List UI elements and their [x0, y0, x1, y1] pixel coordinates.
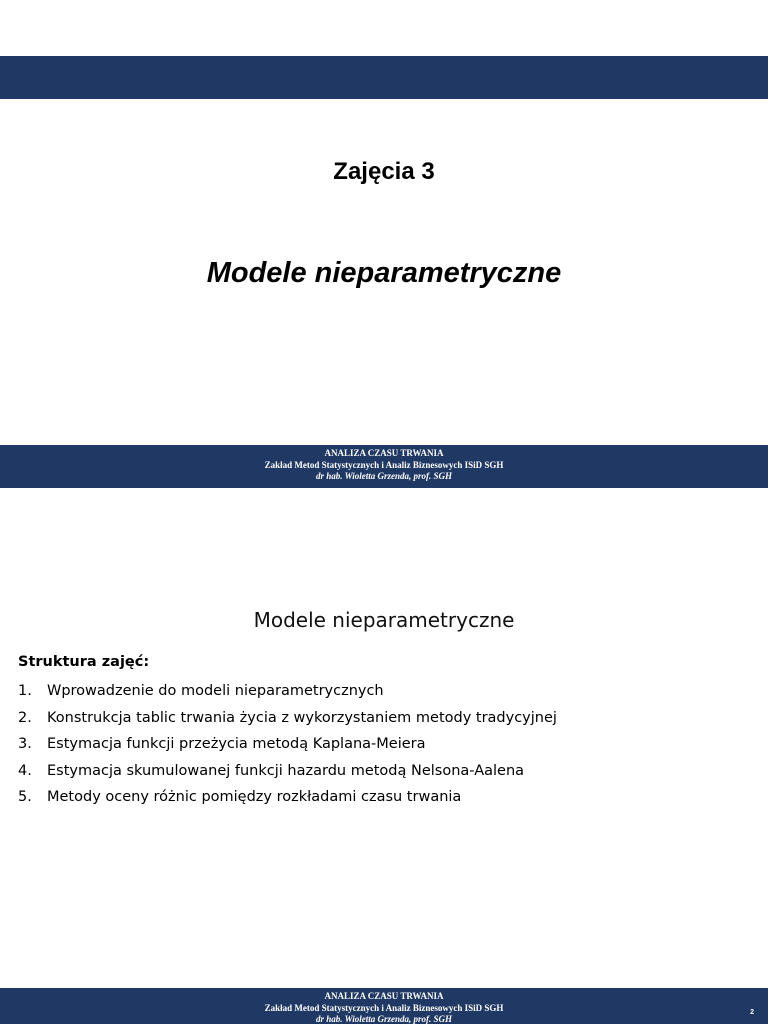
item-number: 4. [18, 762, 32, 779]
list-item [18, 707, 557, 734]
item-text: Metody oceny różnic pomiędzy rozkładami czasu trwania [47, 789, 462, 805]
slide-2 [0, 488, 768, 1024]
slide-1 [0, 0, 768, 488]
item-number: 1. [18, 683, 32, 699]
lesson-subtitle: Modele nieparametryczne [206, 257, 562, 289]
item-number: 3. [18, 736, 32, 752]
section-heading: Struktura zajęć: [18, 654, 150, 670]
list-item [18, 786, 557, 813]
header-band [0, 56, 768, 99]
footer-course-name: ANALIZA CZASU TRWANIA [324, 991, 444, 1001]
footer-department: Zakład Metod Statystycznych i Analiz Biznesowych ISiD SGH [264, 1002, 504, 1013]
slide-title: Modele nieparametryczne [253, 608, 515, 632]
footer-band [0, 445, 768, 488]
item-number: 5. [18, 789, 32, 805]
lesson-title: Zajęcia 3 [333, 158, 435, 185]
item-text: Estymacja skumulowanej funkcji hazardu metodą Nelsona-Aalena [47, 762, 525, 779]
footer-course-name: ANALIZA CZASU TRWANIA [324, 448, 444, 458]
item-text: Wprowadzenie do modeli nieparametrycznych [47, 683, 384, 699]
item-number: 2. [18, 709, 32, 726]
list-item [18, 760, 557, 787]
item-text: Estymacja funkcji przeżycia metodą Kaplana-Meiera [47, 736, 426, 752]
list-item [18, 733, 557, 760]
page-number: 2 [750, 1009, 754, 1016]
item-text: Konstrukcja tablic trwania życia z wykorzystaniem metody tradycyjnej [47, 709, 557, 726]
agenda-list [18, 680, 557, 813]
list-item [18, 680, 557, 707]
footer-band [0, 988, 768, 1024]
footer-department: Zakład Metod Statystycznych i Analiz Biznesowych ISiD SGH [264, 459, 504, 470]
footer-author: dr hab. Wioletta Grzenda, prof. SGH [315, 471, 453, 481]
footer-author: dr hab. Wioletta Grzenda, prof. SGH [315, 1014, 453, 1024]
